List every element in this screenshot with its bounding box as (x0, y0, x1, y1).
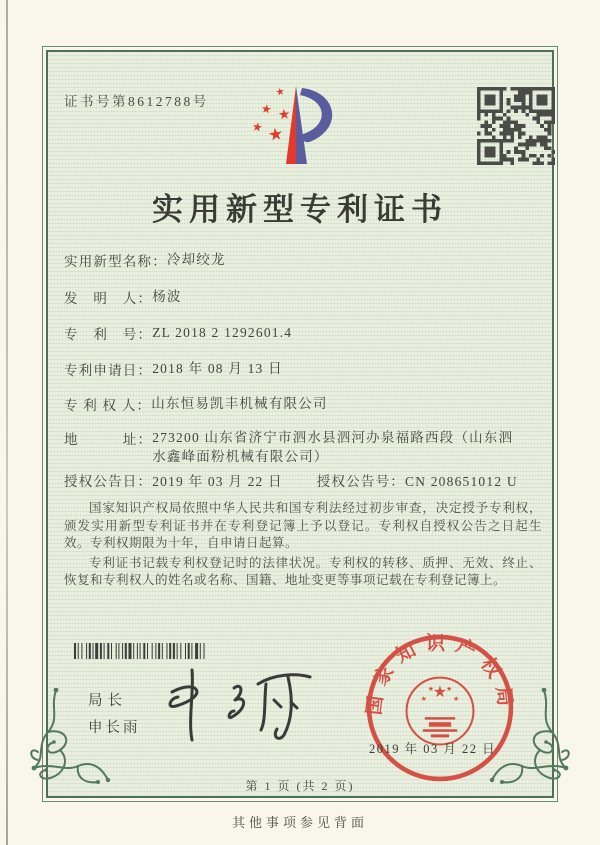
field-patentee (64, 394, 546, 414)
back-side-note: 其他事项参见背面 (231, 815, 368, 830)
field-value: 2019 年 03 月 22 日 (152, 474, 283, 489)
field-label: 专利申请日： (64, 363, 153, 378)
field-label: 地 址： (64, 432, 153, 447)
field-inventor (64, 287, 546, 307)
logo-star-icon: ★ (266, 124, 285, 145)
field-address (64, 428, 546, 466)
field-filing-date (64, 359, 546, 379)
field-value: 山东恒易凯丰机械有限公司 (151, 396, 328, 411)
page-number: 第 1 页 (共 2 页) (245, 779, 355, 793)
seal-ring-text: 国家知识产权局 (364, 633, 516, 717)
field-label: 实用新型名称： (64, 254, 167, 269)
svg-text:★: ★ (420, 694, 427, 703)
handwritten-signature-icon (158, 660, 323, 748)
field-grant-row (64, 470, 546, 490)
logo-star-icon: ★ (260, 101, 273, 117)
signer-name: 申长雨 (88, 720, 141, 736)
signer-role: 局长 (88, 693, 127, 709)
logo-star-icon: ★ (274, 86, 286, 99)
field-value: 2018 年 08 月 13 日 (152, 361, 283, 376)
floral-corner-ornament-icon (488, 688, 574, 792)
field-label: 专 利 号： (64, 327, 153, 342)
statutory-text (64, 500, 542, 592)
paragraph-grant-statement: 国家知识产权局依照中华人民共和国专利法经过初步审查，决定授予专利权，颁发实用新型专利证书并在专利登记簿上予以登记。专利权自授权公告之日起生效。专利权期限为十年，自申请日起算。 (64, 501, 542, 550)
logo-star-icon: ★ (277, 107, 292, 124)
field-value: 273200 山东省济宁市泗水县泗河办泉福路西段（山东泗水鑫峰面粉机械有限公司） (152, 430, 514, 464)
field-value: CN 208651012 U (404, 474, 518, 489)
logo-star-icon: ★ (250, 119, 264, 135)
paragraph-register-statement: 专利证书记载专利权登记时的法律状况。专利权的转移、质押、无效、终止、恢复和专利权人的姓名或名称、国籍、地址变更等事项记载在专利登记簿上。 (64, 555, 542, 587)
certificate-number: 证书号第8612788号 (64, 94, 209, 109)
svg-text:★: ★ (427, 684, 435, 693)
scan-spine-edge (6, 0, 8, 845)
seal-date: 2019 年 03 月 22 日 (369, 742, 497, 756)
field-value: ZL 2018 2 1292601.4 (152, 325, 293, 340)
floral-corner-ornament-icon (26, 688, 112, 792)
svg-text:★: ★ (453, 694, 460, 703)
field-label: 授权公告号： (316, 474, 405, 489)
field-value: 杨波 (152, 289, 182, 304)
svg-text:★: ★ (445, 684, 453, 693)
field-label: 授权公告日： (64, 474, 153, 489)
field-value: 冷却绞龙 (166, 252, 226, 267)
national-emblem-icon (407, 678, 474, 745)
field-label: 发 明 人： (64, 291, 153, 306)
svg-text:★: ★ (432, 682, 448, 701)
field-label: 专 利 权 人： (64, 398, 152, 413)
qr-code (477, 87, 555, 165)
certificate-title: 实用新型专利证书 (152, 192, 448, 227)
field-patent-number (64, 323, 546, 343)
cnipa-logo-icon (250, 82, 350, 172)
field-utility-name (64, 250, 546, 270)
barcode (74, 643, 232, 659)
